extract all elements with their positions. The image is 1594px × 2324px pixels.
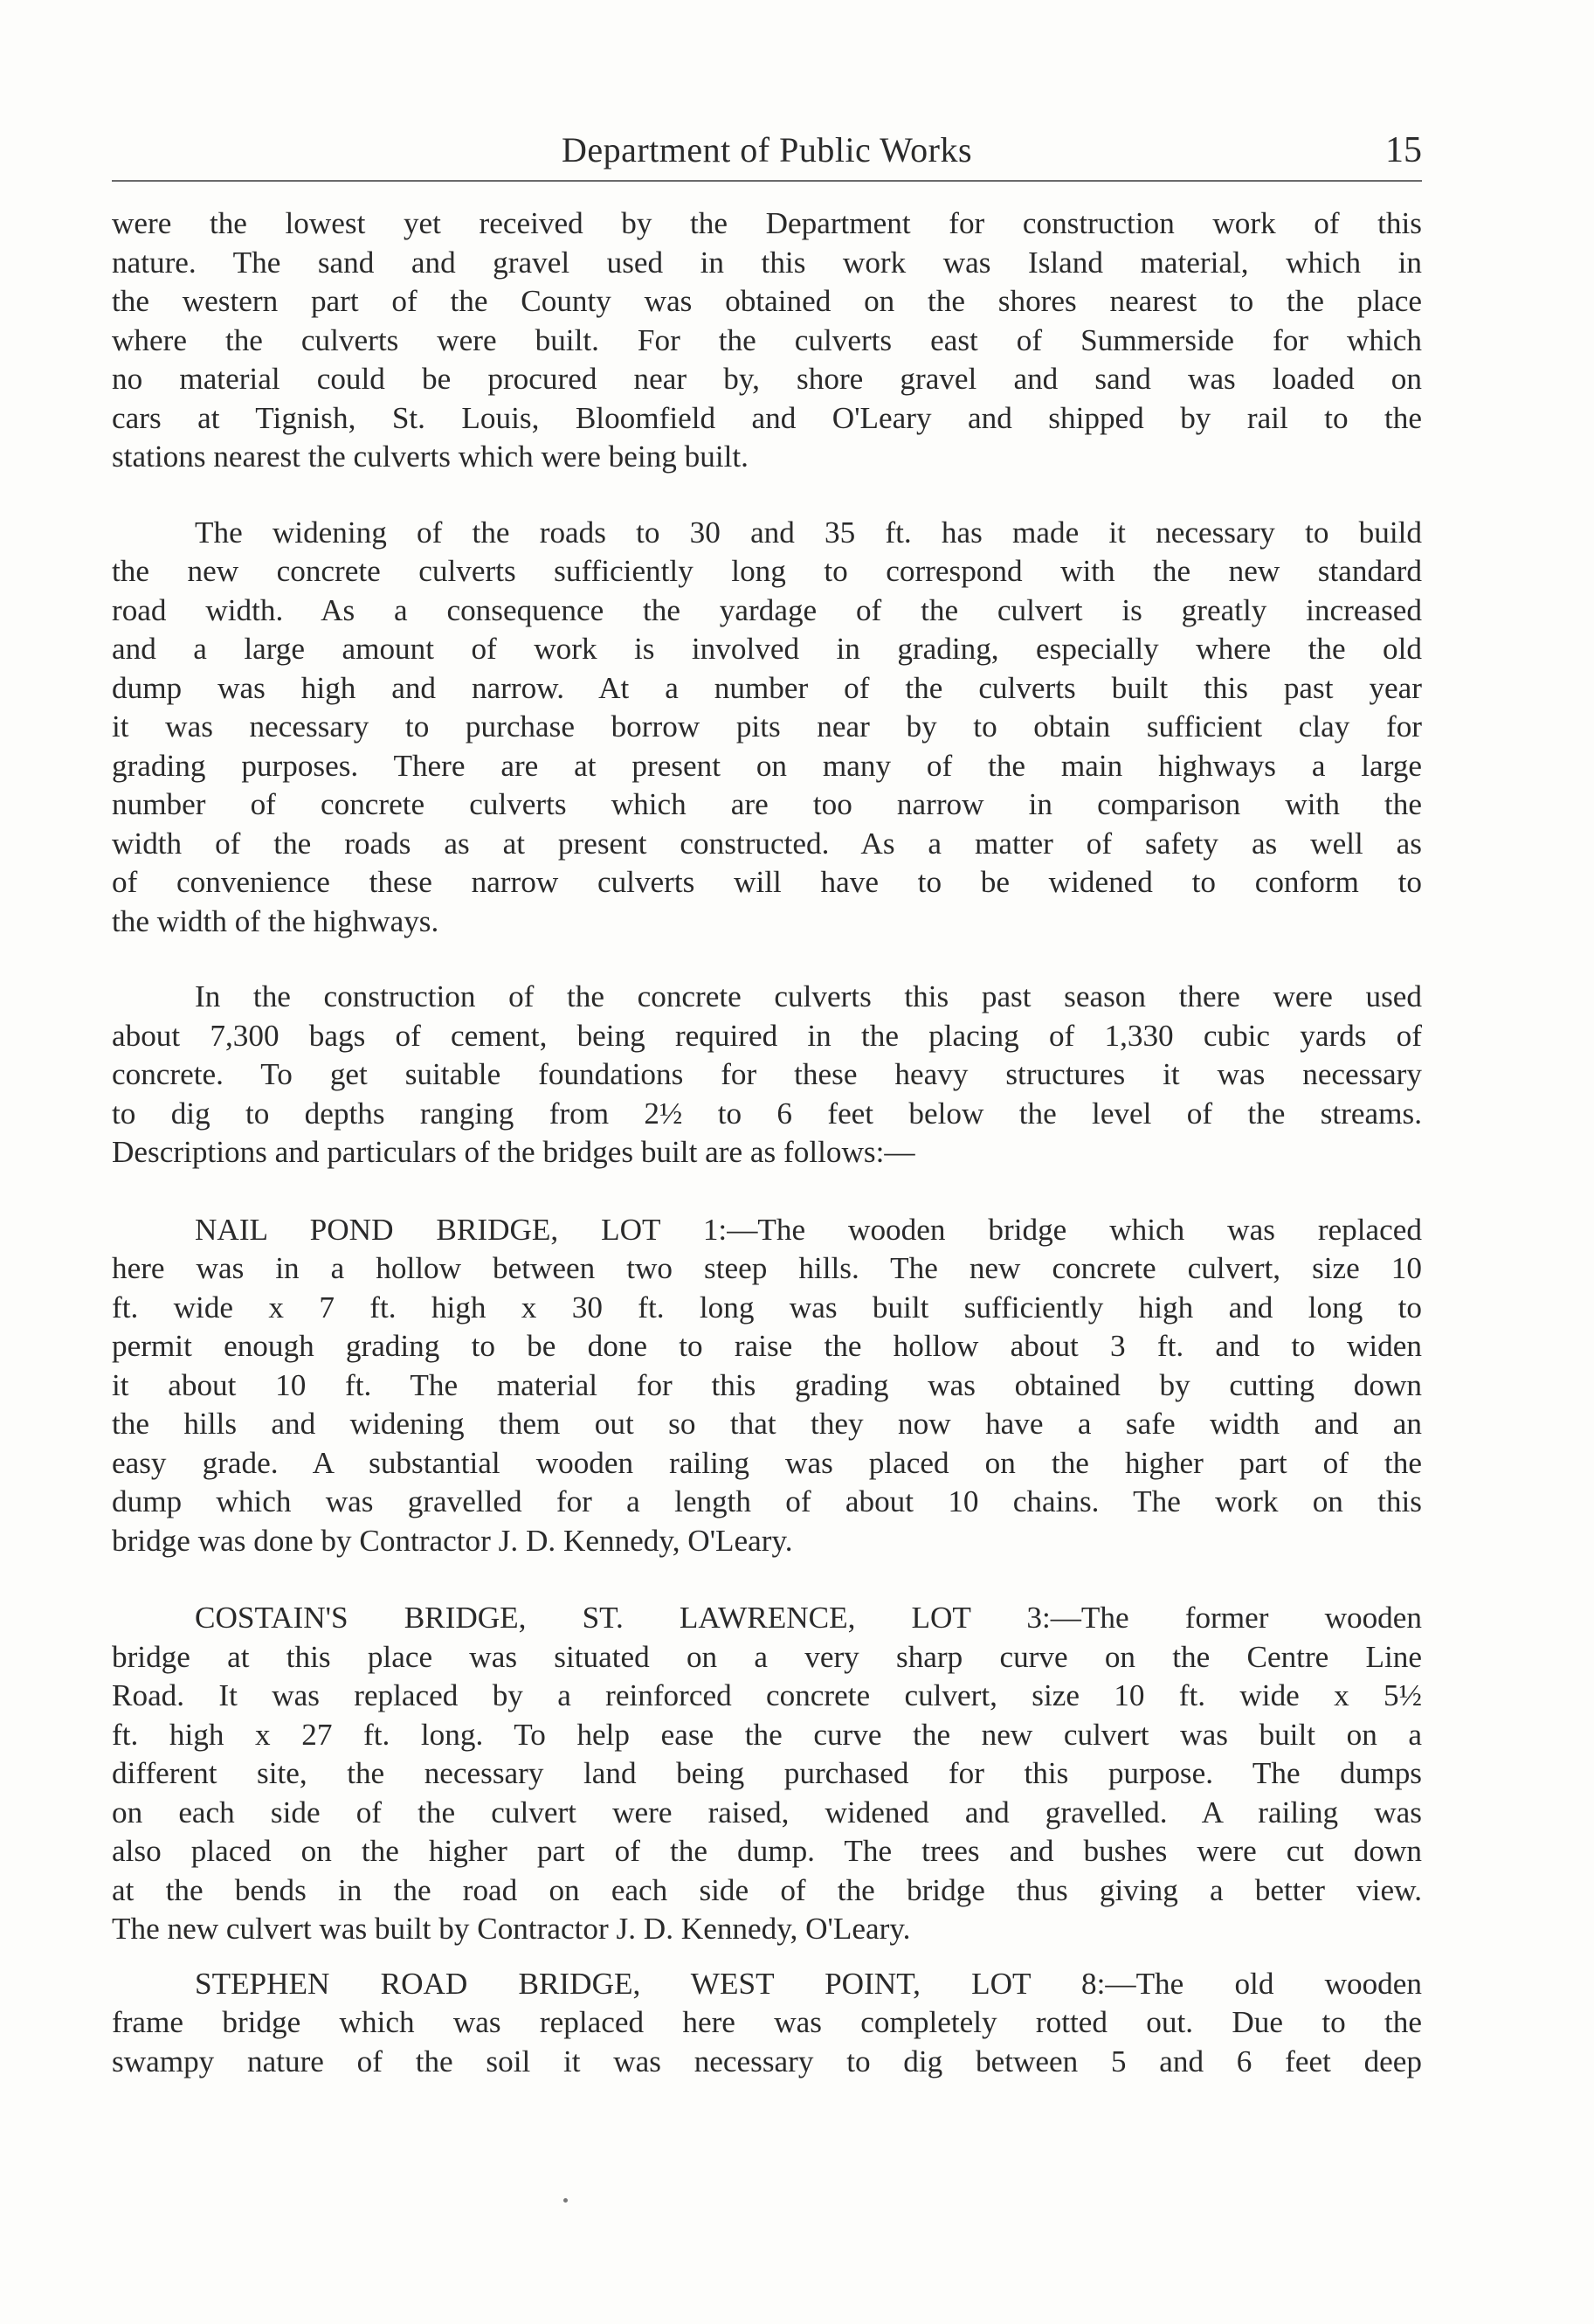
text-line: different site, the necessary land being purchased for this purpose. The dumps: [112, 1756, 1422, 1790]
text-line: NAIL POND BRIDGE, LOT 1:—The wooden bridge which was replaced: [195, 1212, 1422, 1247]
text-line: In the construction of the concrete culverts this past season there were used: [195, 979, 1422, 1013]
text-line: width of the roads as at present constructed. As a matter of safety as well as: [112, 826, 1422, 861]
text-line: ft. high x 27 ft. long. To help ease the curve the new culvert was built on a: [112, 1717, 1422, 1752]
text-line: also placed on the higher part of the dump. The trees and bushes were cut down: [112, 1834, 1422, 1868]
text-line: The new culvert was built by Contractor J. D. Kennedy, O'Leary.: [112, 1912, 911, 1946]
text-line: the hills and widening them out so that they now have a safe width and an: [112, 1407, 1422, 1441]
text-line: to dig to depths ranging from 2½ to 6 feet below the level of the streams.: [112, 1096, 1422, 1131]
text-line: ft. wide x 7 ft. high x 30 ft. long was built sufficiently high and long to: [112, 1290, 1422, 1325]
text-line: number of concrete culverts which are too narrow in comparison with the: [112, 787, 1422, 821]
text-line: COSTAIN'S BRIDGE, ST. LAWRENCE, LOT 3:—The former wooden: [195, 1601, 1422, 1635]
text-line: concrete. To get suitable foundations for these heavy structures it was necessary: [112, 1057, 1422, 1091]
text-line: on each side of the culvert were raised, widened and gravelled. A railing was: [112, 1795, 1422, 1829]
page-number: 15: [1385, 130, 1422, 170]
header-rule: [112, 180, 1422, 182]
text-line: dump which was gravelled for a length of about 10 chains. The work on this: [112, 1484, 1422, 1518]
paragraph: [112, 204, 1422, 477]
text-line: grading purposes. There are at present on many of the main highways a large: [112, 748, 1422, 783]
text-line: and a large amount of work is involved in grading, especially where the old: [112, 632, 1422, 666]
text-line: here was in a hollow between two steep hills. The new concrete culvert, size 10: [112, 1251, 1422, 1285]
text-line: at the bends in the road on each side of the bridge thus giving a better view.: [112, 1872, 1422, 1907]
paragraph: [112, 978, 1422, 1172]
text-line: swampy nature of the soil it was necessary to dig between 5 and 6 feet deep: [112, 2044, 1422, 2078]
text-line: permit enough grading to be done to raise the hollow about 3 ft. and to widen: [112, 1329, 1422, 1363]
text-line: it was necessary to purchase borrow pits near by to obtain sufficient clay for: [112, 709, 1422, 744]
text-line: cars at Tignish, St. Louis, Bloomfield and O'Leary and shipped by rail to the: [112, 400, 1422, 435]
text-line: the width of the highways.: [112, 903, 439, 938]
text-line: it about 10 ft. The material for this grading was obtained by cutting down: [112, 1367, 1422, 1402]
text-line: The widening of the roads to 30 and 35 ft. has made it necessary to build: [195, 515, 1422, 550]
text-line: the new concrete culverts sufficiently long to correspond with the new standard: [112, 554, 1422, 588]
text-line: bridge was done by Contractor J. D. Kennedy, O'Leary.: [112, 1523, 793, 1558]
text-line: where the culverts were built. For the culverts east of Summerside for which: [112, 322, 1422, 357]
text-line: road width. As a consequence the yardage of the culvert is greatly increased: [112, 592, 1422, 627]
text-line: STEPHEN ROAD BRIDGE, WEST POINT, LOT 8:—The old wooden: [195, 1966, 1422, 2001]
body-text: [112, 204, 1422, 2081]
header-title: Department of Public Works: [561, 130, 973, 169]
paragraph: [112, 1599, 1422, 1949]
text-line: of convenience these narrow culverts will have to be widened to conform to: [112, 865, 1422, 899]
paragraph: [112, 1211, 1422, 1561]
text-line: about 7,300 bags of cement, being required in the placing of 1,330 cubic yards of: [112, 1018, 1422, 1053]
text-line: easy grade. A substantial wooden railing was placed on the higher part of the: [112, 1445, 1422, 1480]
paragraph: [112, 514, 1422, 942]
paragraph: [112, 1965, 1422, 2082]
text-line: Descriptions and particulars of the bridges built are as follows:—: [112, 1135, 915, 1169]
text-line: bridge at this place was situated on a very sharp curve on the Centre Line: [112, 1639, 1422, 1674]
text-line: stations nearest the culverts which were being built.: [112, 439, 749, 474]
text-line: nature. The sand and gravel used in this work was Island material, which in: [112, 245, 1422, 280]
ink-speck: [563, 2198, 568, 2203]
text-line: dump was high and narrow. At a number of the culverts built this past year: [112, 670, 1422, 705]
text-line: the western part of the County was obtained on the shores nearest to the place: [112, 284, 1422, 318]
text-line: were the lowest yet received by the Department for construction work of this: [112, 206, 1422, 240]
text-line: no material could be procured near by, shore gravel and sand was loaded on: [112, 362, 1422, 396]
running-header: [112, 129, 1422, 182]
text-line: frame bridge which was replaced here was completely rotted out. Due to the: [112, 2005, 1422, 2039]
text-line: Road. It was replaced by a reinforced concrete culvert, size 10 ft. wide x 5½: [112, 1678, 1422, 1712]
